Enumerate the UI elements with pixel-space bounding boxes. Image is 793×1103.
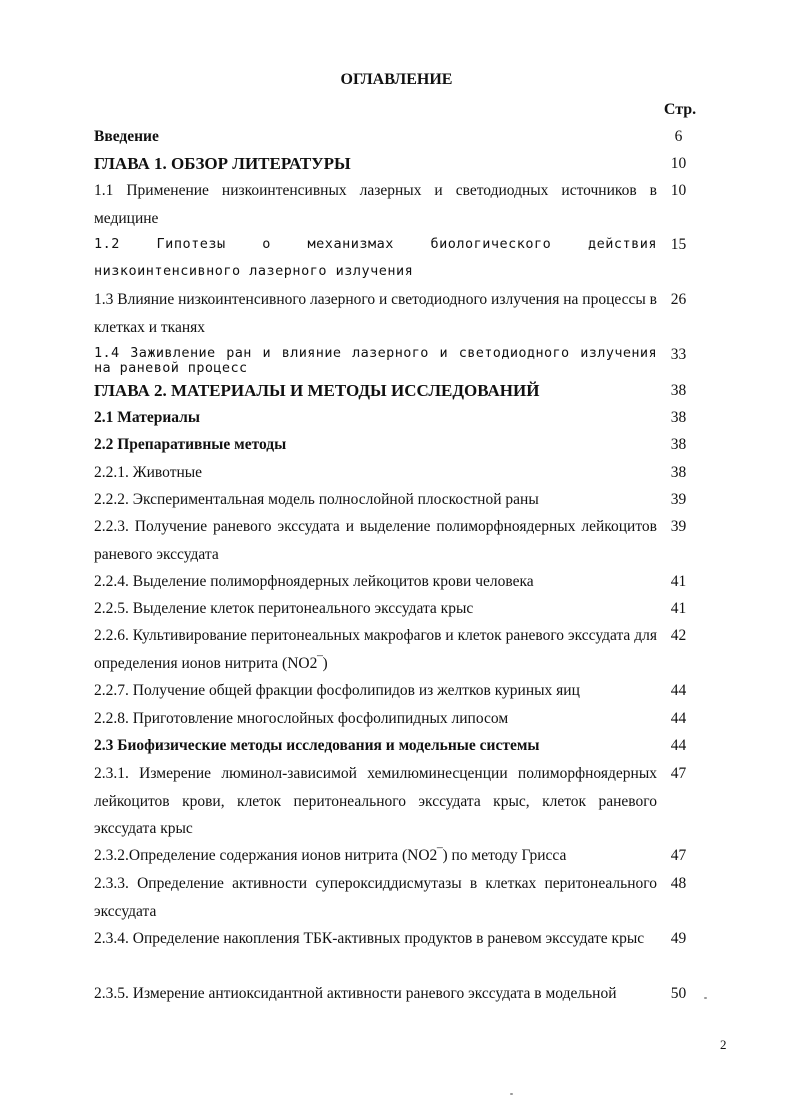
toc-entry-page: 38 bbox=[670, 382, 687, 399]
page-column-label: Стр. bbox=[663, 101, 697, 118]
scan-speck bbox=[704, 997, 707, 999]
toc-entry-text: 2.2.2. Экспериментальная модель полнослойной плоскостной раны bbox=[94, 491, 539, 508]
toc-entry-page: 42 bbox=[670, 627, 687, 644]
toc-entry-page: 48 bbox=[670, 875, 687, 892]
toc-entry-page: 10 bbox=[670, 182, 687, 199]
toc-entry-page: 39 bbox=[670, 518, 687, 535]
toc-entry-text: 2.2.1. Животные bbox=[94, 464, 203, 481]
toc-entry-text: 2.2.6. Культивирование перитонеальных макрофагов и клеток раневого экссудата для определения ионов нитрита (NO2‾) bbox=[94, 627, 657, 672]
toc-entry-text: 2.2 Препаративные методы bbox=[94, 436, 287, 453]
toc-entry-text: Введение bbox=[94, 128, 159, 145]
toc-entry-page: 44 bbox=[670, 737, 687, 754]
toc-entry-text: 2.3.2.Определение содержания ионов нитрита (NO2‾) по методу Грисса bbox=[94, 847, 567, 864]
toc-entry-page: 41 bbox=[670, 600, 687, 617]
toc-entry-text: 1.4 Заживление ран и влияние лазерного и светодиодного излучения на раневой процесс bbox=[94, 345, 657, 376]
toc-entry-page: 26 bbox=[670, 291, 687, 308]
toc-entry-page: 38 bbox=[670, 436, 687, 453]
toc-entry-text: 2.3 Биофизические методы исследования и модельные системы bbox=[94, 737, 540, 754]
toc-entry-page: 44 bbox=[670, 682, 687, 699]
toc-entry-page: 47 bbox=[670, 847, 687, 864]
toc-entry-text: 2.2.5. Выделение клеток перитонеального экссудата крыс bbox=[94, 600, 474, 617]
toc-entry-page: 15 bbox=[670, 236, 687, 253]
toc-entry-text: 2.3.1. Измерение люминол-зависимой хемилюминесценции полиморфноядерных лейкоцитов крови, клеток перитонеального экссудата крыс, клеток раневого экссудата крыс bbox=[94, 765, 657, 837]
toc-entry-page: 10 bbox=[670, 155, 687, 172]
toc-entry-text: 2.2.8. Приготовление многослойных фосфолипидных липосом bbox=[94, 710, 509, 727]
toc-entry-text: 1.1 Применение низкоинтенсивных лазерных и светодиодных источников в медицине bbox=[94, 182, 657, 227]
toc-entry-text: 2.3.4. Определение накопления ТБК-активных продуктов в раневом экссудате крыс bbox=[94, 930, 645, 947]
toc-entry-page: 33 bbox=[670, 346, 687, 363]
toc-entry-text: 1.2 Гипотезы о механизмах биологического действия низкоинтенсивного лазерного излучения bbox=[94, 236, 657, 279]
toc-entry-text: ГЛАВА 1. ОБЗОР ЛИТЕРАТУРЫ bbox=[94, 154, 351, 173]
toc-entry-page: 38 bbox=[670, 464, 687, 481]
toc-entry-page: 50 bbox=[670, 985, 687, 1002]
scan-speck bbox=[510, 1093, 513, 1095]
toc-entry-text: 1.3 Влияние низкоинтенсивного лазерного и светодиодного излучения на процессы в клетках и тканях bbox=[94, 291, 657, 336]
toc-entry-text: 2.3.3. Определение активности супероксиддисмутазы в клетках перитонеального экссудата bbox=[94, 875, 657, 920]
toc-entry-page: 38 bbox=[670, 409, 687, 426]
toc-entry-page: 39 bbox=[670, 491, 687, 508]
toc-entry-page: 44 bbox=[670, 710, 687, 727]
toc-entry-text: 2.1 Материалы bbox=[94, 409, 200, 426]
toc-entry-page: 6 bbox=[674, 128, 683, 145]
toc-entry-text: 2.3.5. Измерение антиоксидантной активности раневого экссудата в модельной bbox=[94, 985, 617, 1002]
toc-entry-page: 47 bbox=[670, 765, 687, 782]
toc-entry-text: 2.2.4. Выделение полиморфноядерных лейкоцитов крови человека bbox=[94, 573, 534, 590]
toc-entry-text: 2.2.7. Получение общей фракции фосфолипидов из желтков куриных яиц bbox=[94, 682, 580, 699]
page-number: 2 bbox=[720, 1037, 727, 1052]
toc-entry-page: 41 bbox=[670, 573, 687, 590]
page-title: ОГЛАВЛЕНИЕ bbox=[340, 71, 453, 88]
toc-entry-text: ГЛАВА 2. МАТЕРИАЛЫ И МЕТОДЫ ИССЛЕДОВАНИЙ bbox=[94, 381, 540, 400]
toc-entry-page: 49 bbox=[670, 930, 687, 947]
toc-entry-text: 2.2.3. Получение раневого экссудата и выделение полиморфноядерных лейкоцитов раневого экссудата bbox=[94, 518, 657, 563]
